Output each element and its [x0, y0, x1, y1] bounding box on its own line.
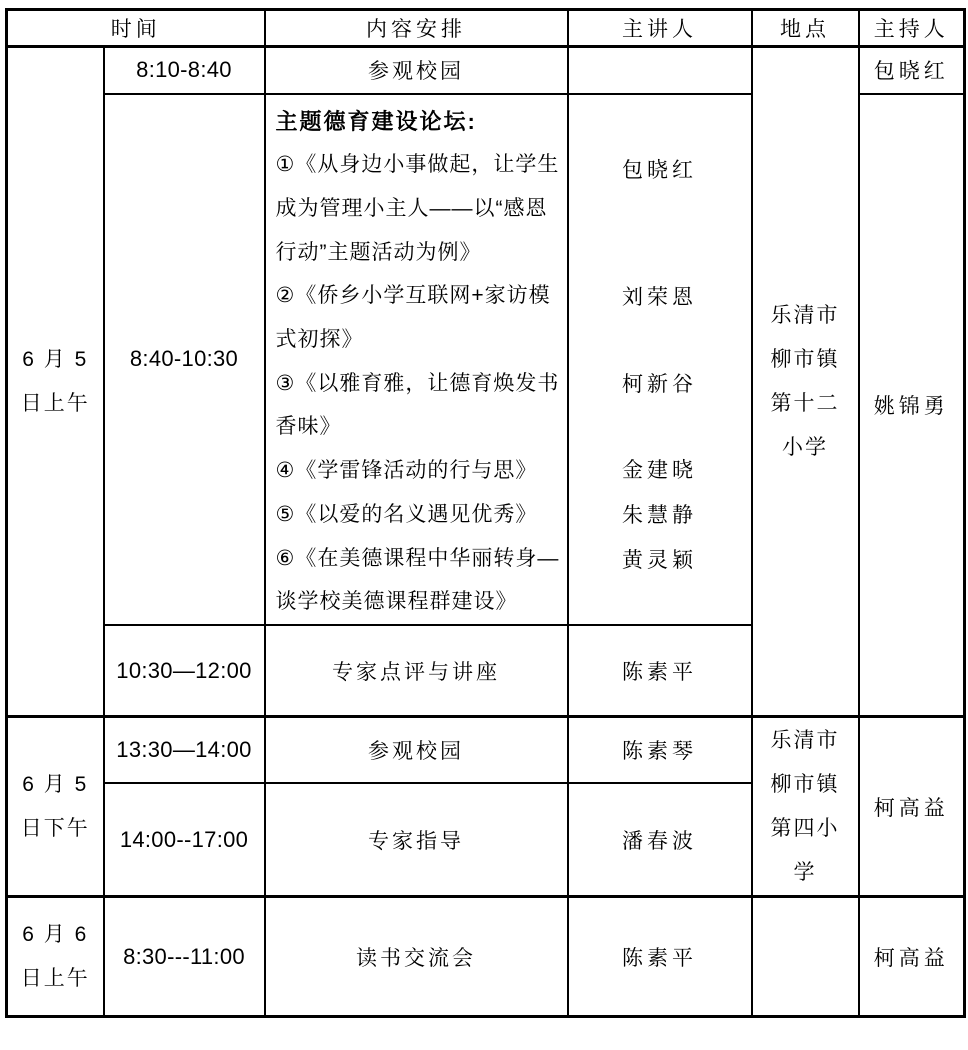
content-cell: 专家指导 [265, 783, 568, 897]
time-cell: 8:40-10:30 [104, 94, 265, 625]
forum-line: ④《学雷锋活动的行与思》 [275, 459, 538, 483]
speaker-name: 包晓红 [622, 158, 697, 182]
location-line: 第十二 [770, 391, 840, 415]
content-cell: 专家点评与讲座 [265, 625, 568, 717]
location-line: 第四小 [770, 816, 840, 840]
header-time: 时间 [7, 10, 265, 47]
forum-line: ③《以雅育雅，让德育焕发书 [275, 371, 560, 395]
location-line: 小学 [782, 435, 828, 459]
date-june6-morning [7, 897, 104, 1017]
forum-line: ①《从身边小事做起，让学生 [275, 153, 560, 177]
time-cell: 8:10-8:40 [104, 47, 265, 94]
forum-title: 主题德育建设论坛: [275, 108, 477, 134]
location-line: 学 [793, 860, 817, 884]
date-line: 6 月 5 [22, 772, 89, 796]
forum-line: 成为管理小主人——以“感恩 [275, 196, 548, 220]
location-line: 乐清市 [770, 728, 840, 752]
speaker-cell-empty [568, 47, 752, 94]
row-june5am-tour [7, 47, 965, 94]
row-june5pm-tour [7, 717, 965, 783]
date-june5-morning [7, 47, 104, 717]
host-cell: 包晓红 [859, 47, 965, 94]
speaker-cell: 潘春波 [568, 783, 752, 897]
header-location: 地点 [752, 10, 859, 47]
date-line: 日上午 [20, 966, 90, 990]
content-cell: 参观校园 [265, 47, 568, 94]
location-line: 柳市镇 [770, 347, 840, 371]
forum-line: 行动”主题活动为例》 [275, 240, 482, 264]
speaker-name: 朱慧静 [622, 503, 697, 527]
location-cell-empty [752, 897, 859, 1017]
content-cell: 参观校园 [265, 717, 568, 783]
speaker-cell: 陈素平 [568, 897, 752, 1017]
forum-line: 式初探》 [275, 328, 364, 352]
header-speaker: 主讲人 [568, 10, 752, 47]
time-cell: 8:30---11:00 [104, 897, 265, 1017]
header-host: 主持人 [859, 10, 965, 47]
date-line: 日下午 [20, 816, 90, 840]
host-cell: 柯高益 [859, 717, 965, 897]
header-content: 内容安排 [265, 10, 568, 47]
date-line: 日上午 [20, 391, 90, 415]
forum-line: 谈学校美德课程群建设》 [275, 590, 518, 614]
host-cell: 柯高益 [859, 897, 965, 1017]
schedule-table [5, 8, 966, 1018]
date-line: 6 月 5 [22, 347, 89, 371]
time-cell: 13:30—14:00 [104, 717, 265, 783]
speaker-cell: 陈素平 [568, 625, 752, 717]
location-june5-afternoon [752, 717, 859, 897]
speaker-name: 柯新谷 [622, 372, 697, 396]
row-june6am-reading [7, 897, 965, 1017]
location-line: 柳市镇 [770, 772, 840, 796]
location-line: 乐清市 [770, 303, 840, 327]
speaker-cell: 陈素琴 [568, 717, 752, 783]
location-june5-morning [752, 47, 859, 717]
forum-line: 香味》 [275, 415, 342, 439]
time-cell: 14:00--17:00 [104, 783, 265, 897]
date-june5-afternoon [7, 717, 104, 897]
forum-line: ⑥《在美德课程中华丽转身— [275, 546, 560, 570]
content-cell: 读书交流会 [265, 897, 568, 1017]
speaker-name: 刘荣恩 [622, 285, 697, 309]
host-cell: 姚锦勇 [859, 94, 965, 717]
speaker-name: 黄灵颖 [622, 548, 697, 572]
date-line: 6 月 6 [22, 922, 89, 946]
forum-content-cell [265, 94, 568, 625]
forum-speaker-cell [568, 94, 752, 625]
forum-line: ②《侨乡小学互联网+家访模 [275, 284, 551, 308]
speaker-name: 金建晓 [622, 458, 697, 482]
table-header-row [7, 10, 965, 47]
forum-line: ⑤《以爱的名义遇见优秀》 [275, 502, 538, 526]
time-cell: 10:30—12:00 [104, 625, 265, 717]
